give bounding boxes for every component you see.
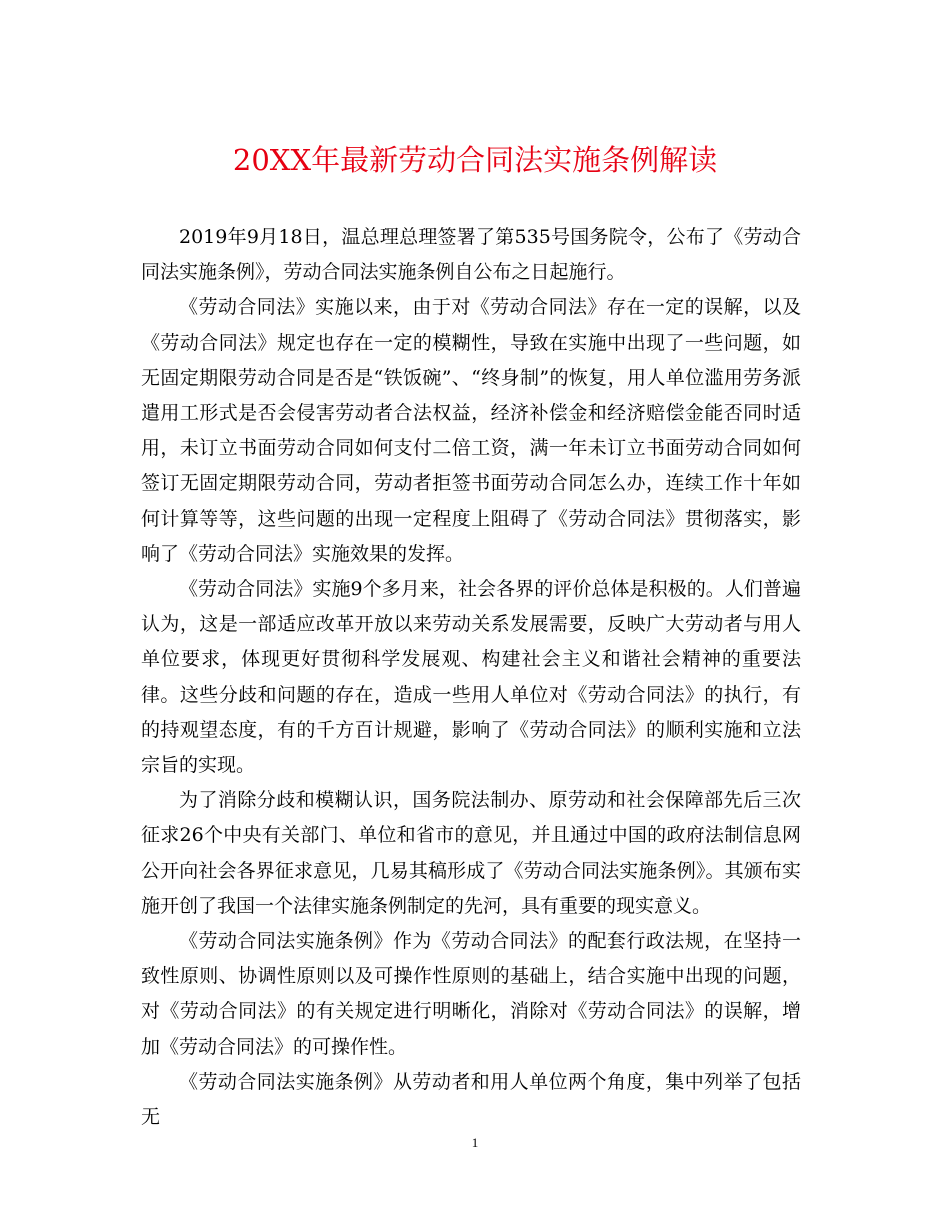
paragraph: 《劳动合同法实施条例》作为《劳动合同法》的配套行政法规，在坚持一致性原则、协调性原则以及可操作性原则的基础上，结合实施中出现的问题，对《劳动合同法》的有关规定进行明晰化，消除对《劳动合同法》的误解，增加《劳动合同法》的可操作性。 <box>141 930 801 1058</box>
page-number: 1 <box>471 1135 479 1150</box>
paragraph: 《劳动合同法》实施以来，由于对《劳动合同法》存在一定的误解，以及《劳动合同法》规定也存在一定的模糊性，导致在实施中出现了一些问题，如无固定期限劳动合同是否是“铁饭碗”、“终身制”的恢复，用人单位滥用劳务派遣用工形式是否会侵害劳动者合法权益，经济补偿金和经济赔偿金能否同时适用，未订立书面劳动合同如何支付二倍工资，满一年未订立书面劳动合同如何签订无固定期限劳动合同，劳动者拒签书面劳动合同怎么办，连续工作十年如何计算等等，这些问题的出现一定程度上阻碍了《劳动合同法》贯彻落实，影响了《劳动合同法》实施效果的发挥。 <box>141 296 801 565</box>
paragraph: 2019年9月18日，温总理总理签署了第535号国务院令，公布了《劳动合同法实施条例》，劳动合同法实施条例自公布之日起施行。 <box>141 226 801 284</box>
document-body <box>141 220 801 1135</box>
paragraph: 《劳动合同法实施条例》从劳动者和用人单位两个角度，集中列举了包括无 <box>141 1070 801 1129</box>
paragraph: 为了消除分歧和模糊认识，国务院法制办、原劳动和社会保障部先后三次征求26个中央有关部门、单位和省市的意见，并且通过中国的政府法制信息网公开向社会各界征求意见，几易其稿形成了《劳动合同法实施条例》。其颁布实施开创了我国一个法律实施条例制定的先河，具有重要的现实意义。 <box>141 789 801 917</box>
paragraph: 《劳动合同法》实施9个多月来，社会各界的评价总体是积极的。人们普遍认为，这是一部适应改革开放以来劳动关系发展需要，反映广大劳动者与用人单位要求，体现更好贯彻科学发展观、构建社会主义和谐社会精神的重要法律。这些分歧和问题的存在，造成一些用人单位对《劳动合同法》的执行，有的持观望态度，有的千方百计规避，影响了《劳动合同法》的顺利实施和立法宗旨的实现。 <box>141 578 801 777</box>
document-title: 20XX年最新劳动合同法实施条例解读 <box>232 143 718 177</box>
